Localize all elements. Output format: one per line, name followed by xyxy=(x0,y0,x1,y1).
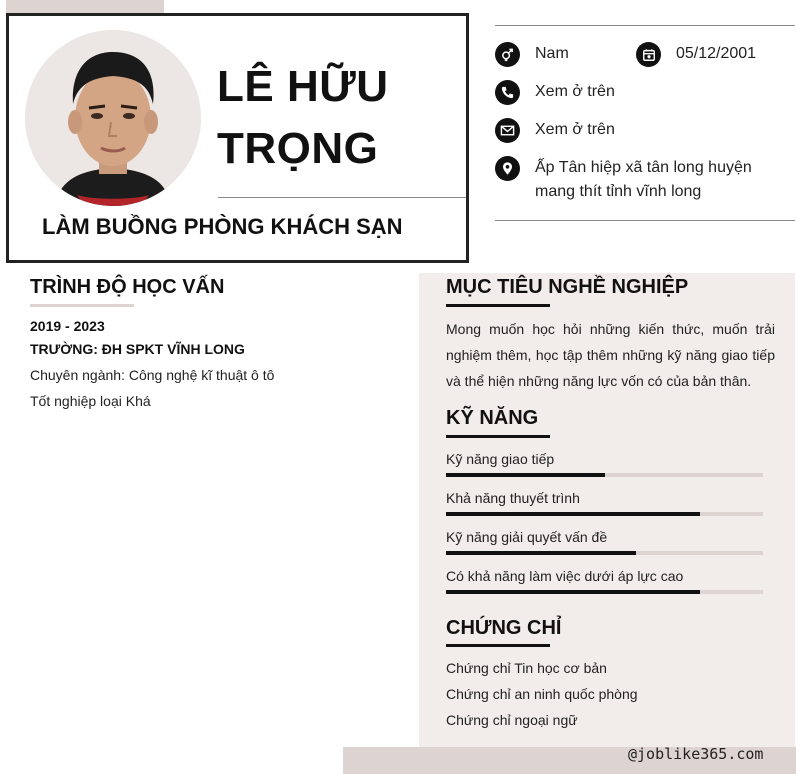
skill-bar xyxy=(446,590,763,594)
contact-divider-top xyxy=(495,25,795,26)
name-line-1: LÊ HỮU xyxy=(217,62,389,111)
contact-birthdate xyxy=(636,42,756,67)
address-line-1: Ấp Tân hiệp xã tân long huyện xyxy=(535,159,752,176)
email-value: Xem ở trên xyxy=(535,121,615,138)
candidate-name xyxy=(217,56,389,180)
skill-bar-fill xyxy=(446,590,700,594)
skill-bar xyxy=(446,473,763,477)
watermark: @joblike365.com xyxy=(628,745,764,763)
education-underline xyxy=(30,304,134,307)
avatar xyxy=(25,30,201,206)
contact-address xyxy=(495,156,752,204)
contact-divider-bottom xyxy=(495,220,795,221)
location-icon xyxy=(495,156,520,181)
skill-label: Kỹ năng giải quyết vấn đề xyxy=(446,529,608,545)
certificates-title: CHỨNG CHỈ xyxy=(446,617,562,639)
contact-phone xyxy=(495,80,615,105)
skill-bar xyxy=(446,551,763,555)
skill-bar xyxy=(446,512,763,516)
certificate-item: Chứng chỉ ngoại ngữ xyxy=(446,712,578,728)
skill-label: Khả năng thuyết trình xyxy=(446,490,580,506)
education-title: TRÌNH ĐỘ HỌC VẤN xyxy=(30,276,225,298)
phone-value: Xem ở trên xyxy=(535,83,615,100)
skill-label: Kỹ năng giao tiếp xyxy=(446,451,555,467)
contact-email xyxy=(495,118,615,143)
skill-label: Có khả năng làm việc dưới áp lực cao xyxy=(446,568,684,584)
skill-bar-fill xyxy=(446,512,700,516)
name-divider xyxy=(218,197,466,198)
education-years: 2019 - 2023 xyxy=(30,318,105,334)
certificate-item: Chứng chỉ Tin học cơ bản xyxy=(446,660,607,676)
certificates-underline xyxy=(446,644,550,647)
avatar-photo xyxy=(25,30,201,206)
skill-bar-fill xyxy=(446,473,605,477)
objective-underline xyxy=(446,304,550,307)
phone-icon xyxy=(495,80,520,105)
mail-icon xyxy=(495,118,520,143)
objective-title: MỤC TIÊU NGHỀ NGHIỆP xyxy=(446,276,689,298)
address-value xyxy=(535,156,752,204)
job-title: LÀM BUỒNG PHÒNG KHÁCH SẠN xyxy=(42,214,403,239)
contact-gender xyxy=(495,42,569,67)
education-graduation: Tốt nghiệp loại Khá xyxy=(30,393,151,409)
skill-bar-fill xyxy=(446,551,636,555)
education-school: TRƯỜNG: ĐH SPKT VĨNH LONG xyxy=(30,341,245,357)
certificate-item: Chứng chỉ an ninh quốc phòng xyxy=(446,686,638,702)
objective-text: Mong muốn học hỏi những kiến thức, muốn trải nghiệm thêm, học tập thêm những kỹ năng giao tiếp và thể hiện những năng lực vốn có của bản thân. xyxy=(446,321,775,389)
birthdate-value: 05/12/2001 xyxy=(676,45,757,62)
gender-value: Nam xyxy=(535,45,569,62)
address-line-2: mang thít tỉnh vĩnh long xyxy=(535,183,702,200)
calendar-icon xyxy=(636,42,661,67)
education-major: Chuyên ngành: Công nghệ kĩ thuật ô tô xyxy=(30,367,275,383)
name-line-2: TRỌNG xyxy=(217,124,379,173)
skills-title: KỸ NĂNG xyxy=(446,407,539,429)
skills-underline xyxy=(446,435,550,438)
gender-icon xyxy=(495,42,520,67)
